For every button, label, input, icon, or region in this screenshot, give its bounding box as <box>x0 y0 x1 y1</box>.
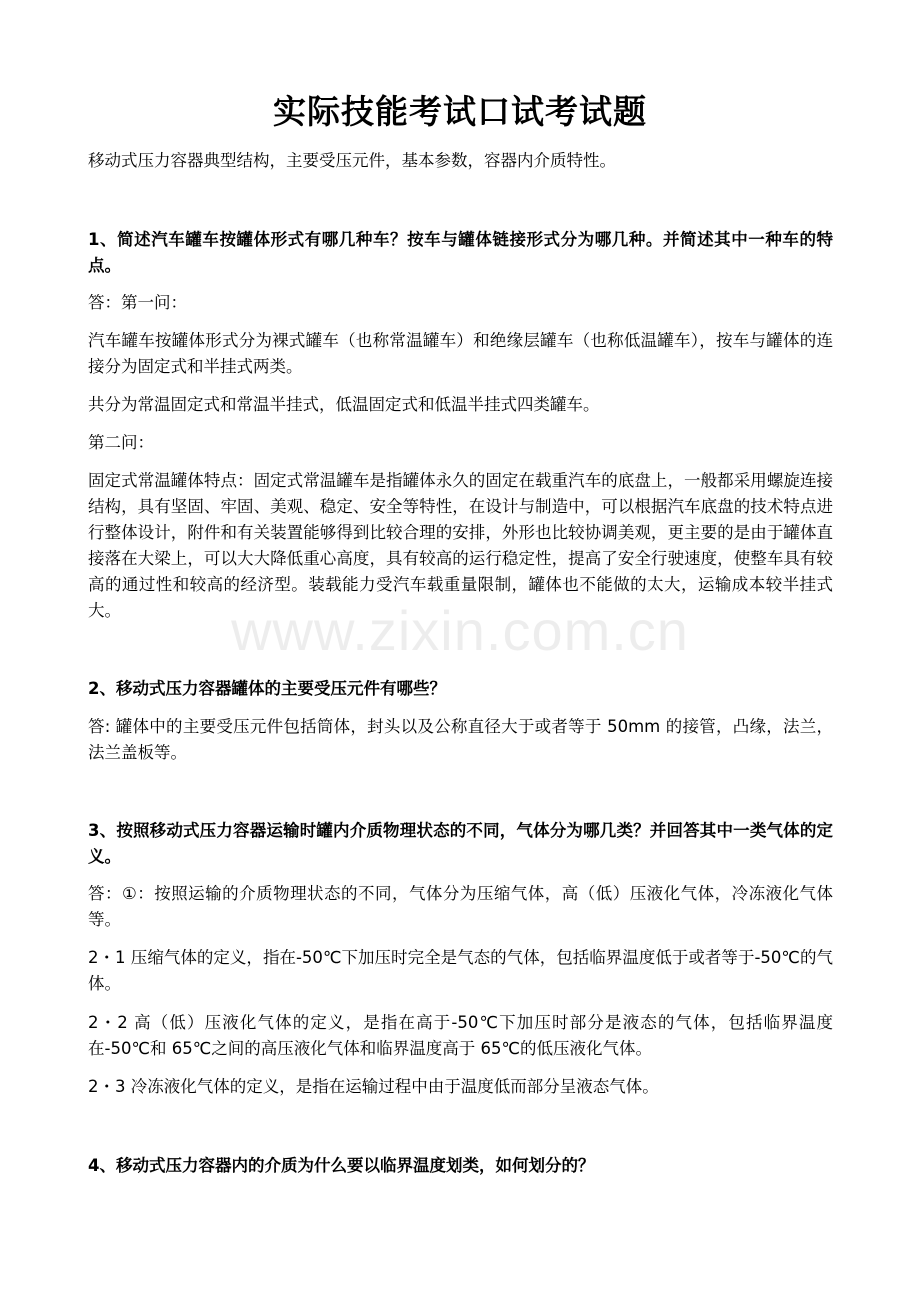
answer-1-label: 答：第一问： <box>88 293 187 312</box>
definition-3-1: 2・1 压缩气体的定义，指在-50℃下加压时完全是气态的气体，包括临界温度低于或者等于-50℃的气体。 <box>88 948 833 993</box>
question-2: 2、移动式压力容器罐体的主要受压元件有哪些？ <box>88 679 446 698</box>
definition-3-3: 2・3 冷冻液化气体的定义，是指在运输过程中由于温度低而部分呈液态气体。 <box>88 1077 659 1096</box>
answer-1-paragraph-3: 第二问： <box>88 433 154 452</box>
watermark: www.zixin.com.cn <box>231 599 689 662</box>
answer-1-paragraph-1: 汽车罐车按罐体形式分为裸式罐车（也称常温罐车）和绝缘层罐车（也称低温罐车），按车与罐体的连接分为固定式和半挂式两类。 <box>88 331 833 376</box>
answer-1-paragraph-4: 固定式常温罐体特点：固定式常温罐车是指罐体永久的固定在载重汽车的底盘上，一般都采用螺旋连接结构，具有坚固、牢固、美观、稳定、安全等特性，在设计与制造中，可以根据汽车底盘的技术特点进行整体设计，附件和有关装置能够得到比较合理的安排，外形也比较协调美观，更主要的是由于罐体直接落在大梁上，可以大大降低重心高度，具有较高的运行稳定性，提高了安全行驶速度，使整车具有较高的通过性和较高的经济型。装载能力受汽车载重量限制，罐体也不能做的太大，运输成本较半挂式大。 <box>88 471 833 620</box>
question-3: 3、按照移动式压力容器运输时罐内介质物理状态的不同，气体分为哪几类？并回答其中一类气体的定义。 <box>88 821 833 866</box>
answer-3: 答：①：按照运输的介质物理状态的不同，气体分为压缩气体，高（低）压液化气体，冷冻液化气体等。 <box>88 884 833 929</box>
page-title: 实际技能考试口试考试题 <box>273 92 647 131</box>
answer-2: 答: 罐体中的主要受压元件包括筒体，封头以及公称直径大于或者等于 50mm 的接管，凸缘，法兰，法兰盖板等。 <box>88 717 833 762</box>
definition-3-2: 2・2 高（低）压液化气体的定义，是指在高于-50℃下加压时部分是液态的气体，包括临界温度在-50℃和 65℃之间的高压液化气体和临界温度高于 65℃的低压液化气体。 <box>88 1013 833 1058</box>
question-1: 1、简述汽车罐车按罐体形式有哪几种车？按车与罐体链接形式分为哪几种。并简述其中一种车的特点。 <box>88 230 833 275</box>
subtitle: 移动式压力容器典型结构，主要受压元件，基本参数，容器内介质特性。 <box>88 151 616 170</box>
answer-1-paragraph-2: 共分为常温固定式和常温半挂式，低温固定式和低温半挂式四类罐车。 <box>88 395 600 414</box>
question-4: 4、移动式压力容器内的介质为什么要以临界温度划类，如何划分的？ <box>88 1156 595 1175</box>
